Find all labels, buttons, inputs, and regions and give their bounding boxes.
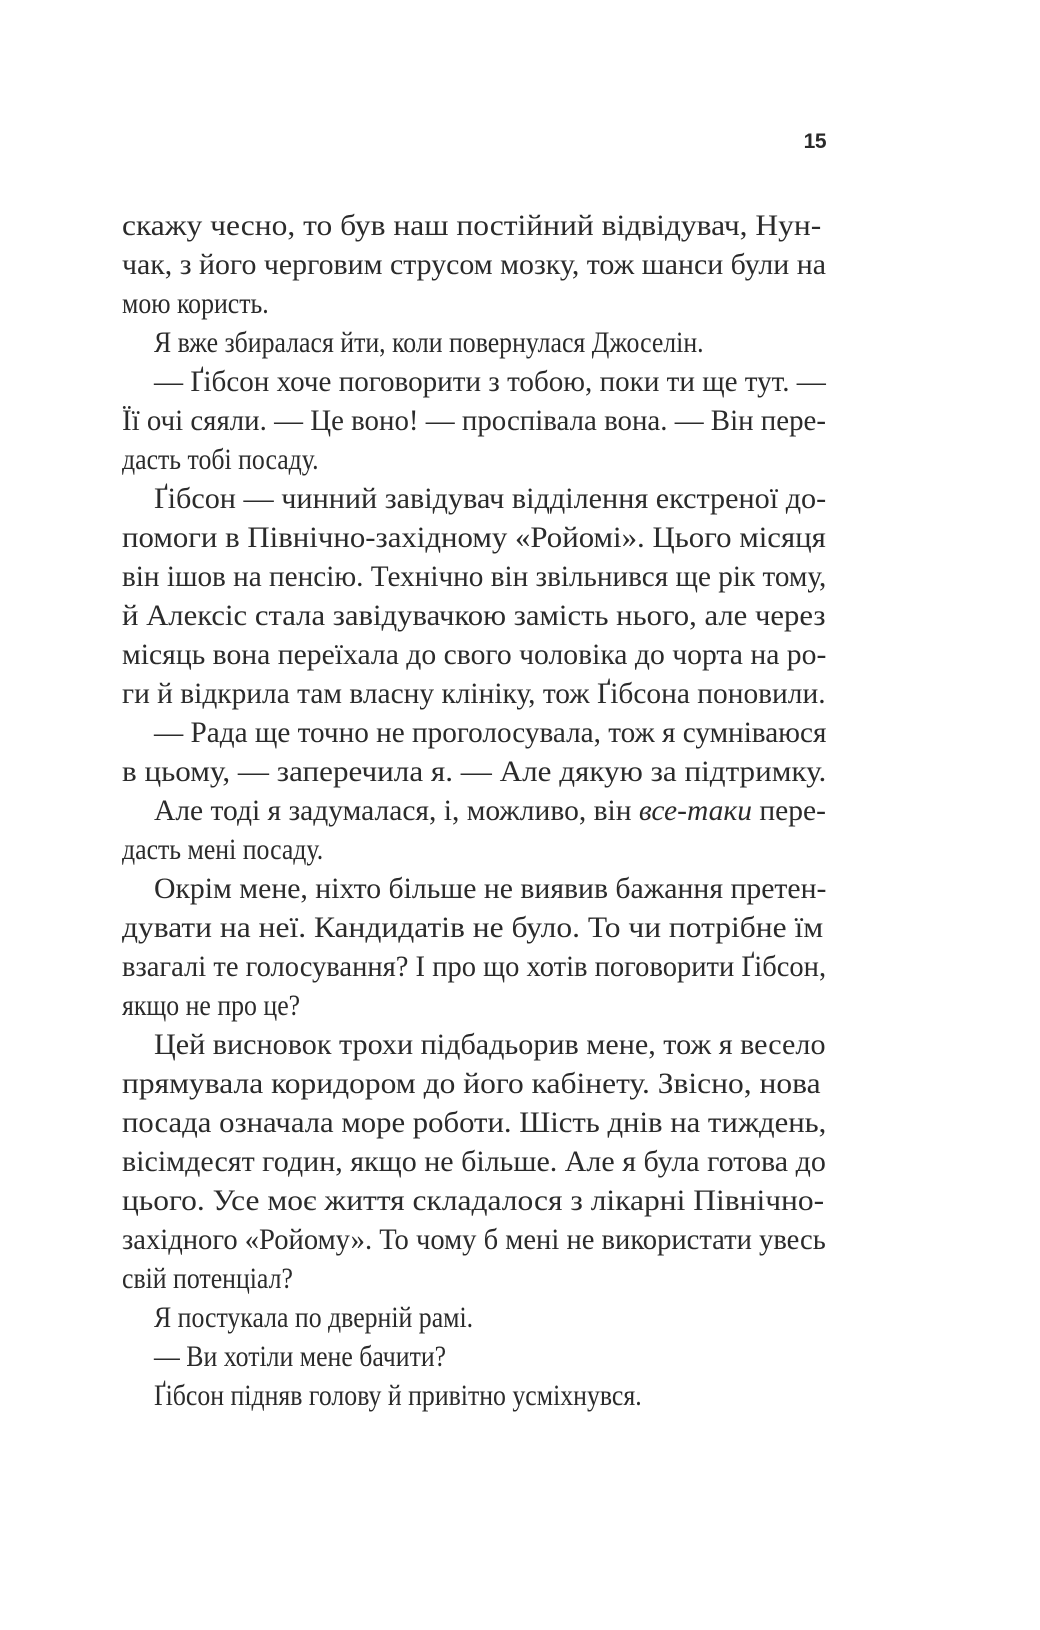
line-text: Я вже збиралася йти, коли повернулася Джоселін. bbox=[154, 326, 704, 359]
text-line bbox=[122, 1103, 826, 1142]
line-text: Але тоді я задумалася, і, можливо, він bbox=[154, 794, 639, 827]
text-line bbox=[122, 362, 826, 401]
line-text: свій потенціал? bbox=[122, 1262, 293, 1295]
text-line bbox=[122, 1259, 826, 1298]
text-line bbox=[122, 1337, 826, 1376]
line-text: пере- bbox=[751, 794, 826, 827]
line-text: дувати на неї. Кандидатів не було. То чи потрібне їм bbox=[122, 911, 824, 944]
text-line bbox=[122, 1142, 826, 1181]
line-text: Ґібсон — чинний завідувач відділення екстреної до- bbox=[154, 482, 827, 515]
text-line bbox=[122, 713, 826, 752]
text-line bbox=[122, 206, 826, 245]
line-text: чак, з його черговим струсом мозку, тож шанси були на bbox=[122, 248, 826, 281]
line-text: Окрім мене, ніхто більше не виявив бажання претен- bbox=[154, 872, 827, 905]
line-text: цього. Усе моє життя складалося з лікарні Північно- bbox=[122, 1184, 825, 1217]
text-line bbox=[122, 401, 826, 440]
text-line bbox=[122, 830, 826, 869]
line-text: скажу чесно, то був наш постійний відвідувач, Нун- bbox=[122, 209, 822, 242]
text-line bbox=[122, 1298, 826, 1337]
text-line bbox=[122, 479, 826, 518]
text-line bbox=[122, 1181, 826, 1220]
text-line bbox=[122, 635, 826, 674]
text-line bbox=[122, 1376, 826, 1415]
line-text: — Ґібсон хоче поговорити з тобою, поки ти ще тут. — bbox=[154, 365, 826, 398]
text-line bbox=[122, 440, 826, 479]
line-text: й Алексіс стала завідувачкою замість нього, але через bbox=[122, 599, 826, 632]
italic-emphasis: все-таки bbox=[638, 794, 752, 827]
line-text: мою користь. bbox=[122, 287, 269, 320]
line-text: помоги в Північно-західному «Ройомі». Цього місяця bbox=[122, 521, 826, 554]
line-text: взагалі те голосування? І про що хотів поговорити Ґібсон, bbox=[122, 950, 827, 983]
line-text: дасть мені посаду. bbox=[122, 833, 324, 866]
text-line bbox=[122, 284, 826, 323]
line-text: посада означала море роботи. Шість днів на тиждень, bbox=[122, 1106, 827, 1139]
line-text: вісімдесят годин, якщо не більше. Але я була готова до bbox=[122, 1145, 826, 1178]
text-line bbox=[122, 908, 826, 947]
text-line bbox=[122, 323, 826, 362]
line-text: дасть тобі посаду. bbox=[122, 443, 319, 476]
line-text: — Ви хотіли мене бачити? bbox=[154, 1340, 447, 1373]
page-number: 15 bbox=[803, 130, 826, 153]
line-text: західного «Ройому». То чому б мені не використати увесь bbox=[122, 1223, 826, 1256]
text-line bbox=[122, 245, 826, 284]
text-line bbox=[122, 674, 826, 713]
text-line bbox=[122, 869, 826, 908]
text-line bbox=[122, 1220, 826, 1259]
text-line bbox=[122, 791, 826, 830]
text-line bbox=[122, 752, 826, 791]
line-text: якщо не про це? bbox=[122, 989, 301, 1022]
text-line bbox=[122, 596, 826, 635]
line-text: місяць вона переїхала до свого чоловіка до чорта на ро- bbox=[122, 638, 827, 671]
line-text: Цей висновок трохи підбадьорив мене, тож я весело bbox=[154, 1028, 826, 1061]
line-text: в цьому, — заперечила я. — Але дякую за підтримку. bbox=[122, 755, 827, 788]
text-line bbox=[122, 518, 826, 557]
text-line bbox=[122, 986, 826, 1025]
line-text: Її очі сяяли. — Це воно! — проспівала вона. — Він пере- bbox=[122, 404, 826, 437]
line-text: він ішов на пенсію. Технічно він звільнився ще рік тому, bbox=[122, 560, 827, 593]
text-line bbox=[122, 1025, 826, 1064]
text-line bbox=[122, 1064, 826, 1103]
line-text: Я постукала по дверній рамі. bbox=[154, 1301, 474, 1334]
line-text: прямувала коридором до його кабінету. Звісно, нова bbox=[122, 1067, 821, 1100]
line-text: — Рада ще точно не проголосувала, тож я сумніваюся bbox=[154, 716, 827, 749]
line-text: Ґібсон підняв голову й привітно усміхнувся. bbox=[154, 1379, 642, 1412]
line-text: ги й відкрила там власну клініку, тож Ґібсона поновили. bbox=[122, 677, 826, 710]
text-line bbox=[122, 947, 826, 986]
text-line bbox=[122, 557, 826, 596]
